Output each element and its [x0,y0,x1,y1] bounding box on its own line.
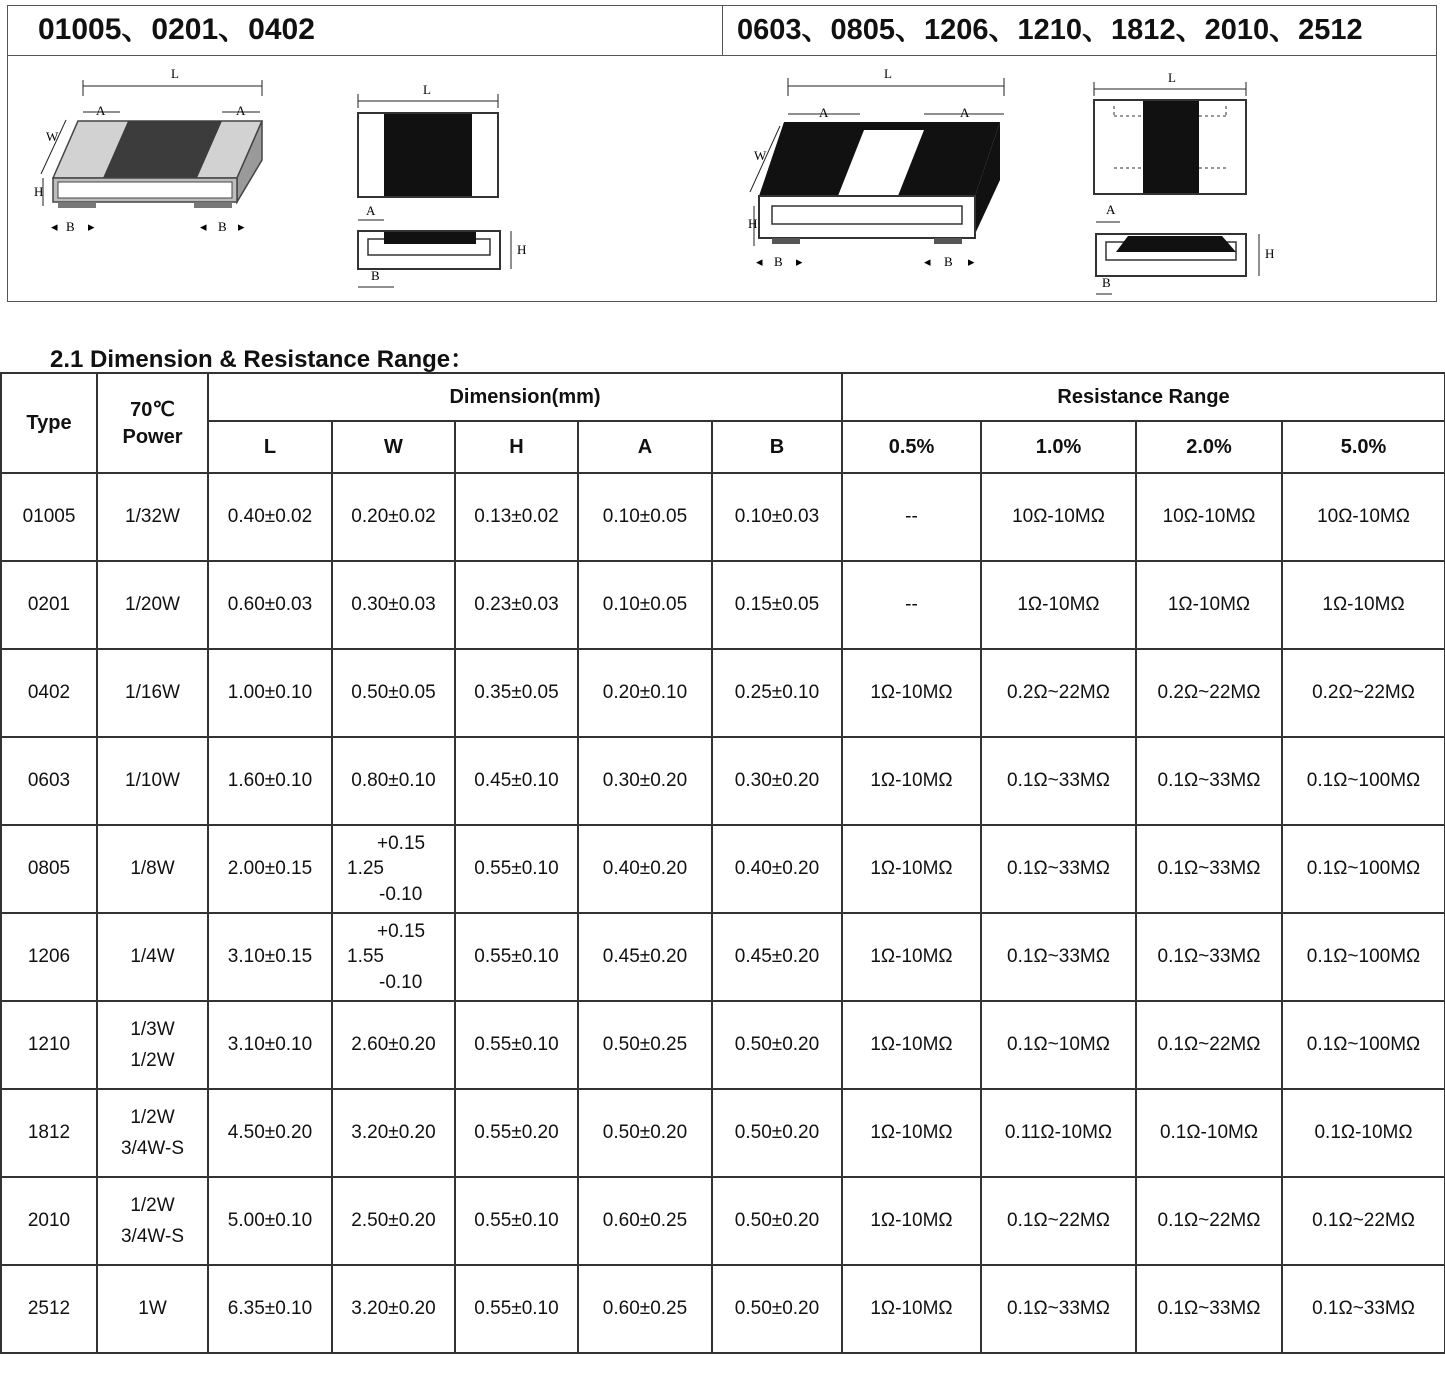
dim-label-A: A [819,105,829,120]
cell-B: 0.10±0.03 [712,473,842,561]
cell-L: 3.10±0.10 [208,1001,332,1089]
svg-text:▸: ▸ [88,219,95,234]
cell-A: 0.10±0.05 [578,473,712,561]
large-chip-diagram [724,56,1436,301]
cell-W: 0.30±0.03 [332,561,455,649]
cell-range-2.0: 0.1Ω~33MΩ [1136,913,1282,1001]
cell-H: 0.55±0.10 [455,825,578,913]
cell-range-5.0: 0.1Ω~100MΩ [1282,737,1445,825]
cell-B: 0.15±0.05 [712,561,842,649]
cell-type: 0402 [1,649,97,737]
header-dim-col: H [455,421,578,473]
diagram-panel [7,5,1437,302]
cell-range-5.0: 1Ω-10MΩ [1282,561,1445,649]
diagram-title-large-sizes: 0603、0805、1206、1210、1812、2010、2512 [723,6,1436,56]
cell-range-1.0: 0.11Ω-10MΩ [981,1089,1136,1177]
header-dim-col: A [578,421,712,473]
cell-W: 0.80±0.10 [332,737,455,825]
cell-W: 3.20±0.20 [332,1265,455,1353]
svg-text:▸: ▸ [968,254,975,269]
cell-H: 0.23±0.03 [455,561,578,649]
svg-text:◂: ◂ [756,254,763,269]
dimension-resistance-table [0,372,1445,1354]
dim-label-B: B [774,254,783,269]
cell-B: 0.50±0.20 [712,1177,842,1265]
cell-power: 1W [97,1265,208,1353]
cell-L: 6.35±0.10 [208,1265,332,1353]
cell-L: 1.60±0.10 [208,737,332,825]
cell-range-5.0: 0.1Ω~22MΩ [1282,1177,1445,1265]
dim-label-A: A [960,105,970,120]
cell-H: 0.55±0.10 [455,1177,578,1265]
cell-H: 0.35±0.05 [455,649,578,737]
cell-range-2.0: 0.1Ω-10MΩ [1136,1089,1282,1177]
cell-A: 0.50±0.25 [578,1001,712,1089]
cell-power: 1/16W [97,649,208,737]
cell-range-2.0: 0.1Ω~22MΩ [1136,1001,1282,1089]
svg-text:▸: ▸ [796,254,803,269]
cell-L: 4.50±0.20 [208,1089,332,1177]
cell-range-0.5: 1Ω-10MΩ [842,1265,981,1353]
cell-W: 0.50±0.05 [332,649,455,737]
svg-text:◂: ◂ [924,254,931,269]
header-dim-col: W [332,421,455,473]
cell-range-1.0: 0.1Ω~33MΩ [981,737,1136,825]
header-tol-col: 5.0% [1282,421,1445,473]
cell-range-1.0: 10Ω-10MΩ [981,473,1136,561]
cell-range-0.5: -- [842,561,981,649]
cell-power: 1/20W [97,561,208,649]
table-row [1,825,1445,913]
cell-B: 0.30±0.20 [712,737,842,825]
svg-text:▸: ▸ [238,219,245,234]
table-row [1,561,1445,649]
cell-L: 5.00±0.10 [208,1177,332,1265]
cell-L: 3.10±0.15 [208,913,332,1001]
header-tol-col: 2.0% [1136,421,1282,473]
header-dimension: Dimension(mm) [208,373,842,421]
cell-type: 1210 [1,1001,97,1089]
cell-range-0.5: 1Ω-10MΩ [842,825,981,913]
cell-power: 1/2W 3/4W-S [97,1089,208,1177]
cell-A: 0.50±0.20 [578,1089,712,1177]
table-row [1,1177,1445,1265]
cell-range-2.0: 10Ω-10MΩ [1136,473,1282,561]
cell-power: 1/2W 3/4W-S [97,1177,208,1265]
cell-power: 1/3W 1/2W [97,1001,208,1089]
diagram-title-small-sizes: 01005、0201、0402 [8,6,723,56]
cell-B: 0.45±0.20 [712,913,842,1001]
cell-range-0.5: 1Ω-10MΩ [842,1001,981,1089]
dim-label-A: A [96,103,106,118]
svg-text:◂: ◂ [200,219,207,234]
cell-H: 0.55±0.10 [455,913,578,1001]
cell-L: 0.40±0.02 [208,473,332,561]
dim-label-B: B [218,219,227,234]
header-power: 70℃ Power [97,373,208,473]
cell-range-0.5: 1Ω-10MΩ [842,913,981,1001]
table-row [1,1001,1445,1089]
cell-A: 0.10±0.05 [578,561,712,649]
cell-type: 2010 [1,1177,97,1265]
cell-W: +0.15 1.25 -0.10 [332,825,455,913]
cell-range-2.0: 0.1Ω~33MΩ [1136,737,1282,825]
section-title: 2.1 Dimension & Resistance Range： [50,346,475,373]
cell-power: 1/4W [97,913,208,1001]
cell-range-1.0: 0.2Ω~22MΩ [981,649,1136,737]
dim-label-A: A [1106,202,1116,217]
dim-label-L: L [884,66,892,81]
cell-power: 1/8W [97,825,208,913]
cell-B: 0.25±0.10 [712,649,842,737]
cell-range-0.5: 1Ω-10MΩ [842,649,981,737]
cell-type: 0201 [1,561,97,649]
cell-range-2.0: 0.2Ω~22MΩ [1136,649,1282,737]
cell-type: 1812 [1,1089,97,1177]
cell-H: 0.55±0.10 [455,1265,578,1353]
table-row [1,649,1445,737]
cell-A: 0.60±0.25 [578,1265,712,1353]
cell-range-1.0: 0.1Ω~33MΩ [981,825,1136,913]
cell-power: 1/32W [97,473,208,561]
cell-L: 2.00±0.15 [208,825,332,913]
cell-range-2.0: 0.1Ω~22MΩ [1136,1177,1282,1265]
cell-B: 0.50±0.20 [712,1265,842,1353]
dim-label-L: L [423,82,431,97]
cell-range-0.5: 1Ω-10MΩ [842,1177,981,1265]
cell-range-2.0: 0.1Ω~33MΩ [1136,1265,1282,1353]
svg-text:◂: ◂ [51,219,58,234]
cell-B: 0.50±0.20 [712,1001,842,1089]
cell-type: 0805 [1,825,97,913]
cell-H: 0.13±0.02 [455,473,578,561]
cell-range-5.0: 10Ω-10MΩ [1282,473,1445,561]
dim-label-A: A [366,203,376,218]
header-tol-col: 0.5% [842,421,981,473]
dim-label-A: A [236,103,246,118]
cell-H: 0.55±0.20 [455,1089,578,1177]
cell-W: 2.50±0.20 [332,1177,455,1265]
dim-label-L: L [171,66,179,81]
cell-range-1.0: 1Ω-10MΩ [981,561,1136,649]
cell-A: 0.40±0.20 [578,825,712,913]
cell-W: 2.60±0.20 [332,1001,455,1089]
cell-A: 0.45±0.20 [578,913,712,1001]
cell-range-5.0: 0.1Ω~100MΩ [1282,825,1445,913]
cell-A: 0.20±0.10 [578,649,712,737]
table-row [1,737,1445,825]
dim-label-H: H [517,242,527,257]
cell-H: 0.55±0.10 [455,1001,578,1089]
cell-L: 1.00±0.10 [208,649,332,737]
cell-range-5.0: 0.2Ω~22MΩ [1282,649,1445,737]
cell-A: 0.30±0.20 [578,737,712,825]
cell-range-1.0: 0.1Ω~33MΩ [981,913,1136,1001]
header-dim-col: B [712,421,842,473]
dim-label-B: B [1102,275,1111,290]
cell-range-0.5: 1Ω-10MΩ [842,737,981,825]
dim-label-L: L [1168,70,1176,85]
cell-range-2.0: 0.1Ω~33MΩ [1136,825,1282,913]
dim-label-H: H [748,216,758,231]
cell-W: +0.15 1.55 -0.10 [332,913,455,1001]
dim-label-B: B [371,268,380,283]
cell-type: 0603 [1,737,97,825]
cell-range-1.0: 0.1Ω~22MΩ [981,1177,1136,1265]
cell-range-5.0: 0.1Ω-10MΩ [1282,1089,1445,1177]
cell-type: 01005 [1,473,97,561]
dim-label-W: W [754,148,767,163]
cell-B: 0.40±0.20 [712,825,842,913]
table-row [1,473,1445,561]
cell-H: 0.45±0.10 [455,737,578,825]
header-type: Type [1,373,97,473]
table-row [1,913,1445,1001]
cell-B: 0.50±0.20 [712,1089,842,1177]
dim-label-H: H [34,184,44,199]
cell-W: 0.20±0.02 [332,473,455,561]
cell-range-0.5: 1Ω-10MΩ [842,1089,981,1177]
cell-range-5.0: 0.1Ω~100MΩ [1282,913,1445,1001]
table-row [1,1089,1445,1177]
cell-range-1.0: 0.1Ω~10MΩ [981,1001,1136,1089]
small-chip-diagram [8,56,722,301]
cell-range-2.0: 1Ω-10MΩ [1136,561,1282,649]
dim-label-B: B [66,219,75,234]
cell-A: 0.60±0.25 [578,1177,712,1265]
table-row [1,1265,1445,1353]
dim-label-B: B [944,254,953,269]
cell-type: 2512 [1,1265,97,1353]
dim-label-W: W [46,129,59,144]
dim-label-H: H [1265,246,1275,261]
header-resistance-range: Resistance Range [842,373,1445,421]
cell-power: 1/10W [97,737,208,825]
header-dim-col: L [208,421,332,473]
cell-W: 3.20±0.20 [332,1089,455,1177]
cell-type: 1206 [1,913,97,1001]
cell-range-1.0: 0.1Ω~33MΩ [981,1265,1136,1353]
header-tol-col: 1.0% [981,421,1136,473]
cell-range-0.5: -- [842,473,981,561]
cell-L: 0.60±0.03 [208,561,332,649]
cell-range-5.0: 0.1Ω~33MΩ [1282,1265,1445,1353]
cell-range-5.0: 0.1Ω~100MΩ [1282,1001,1445,1089]
